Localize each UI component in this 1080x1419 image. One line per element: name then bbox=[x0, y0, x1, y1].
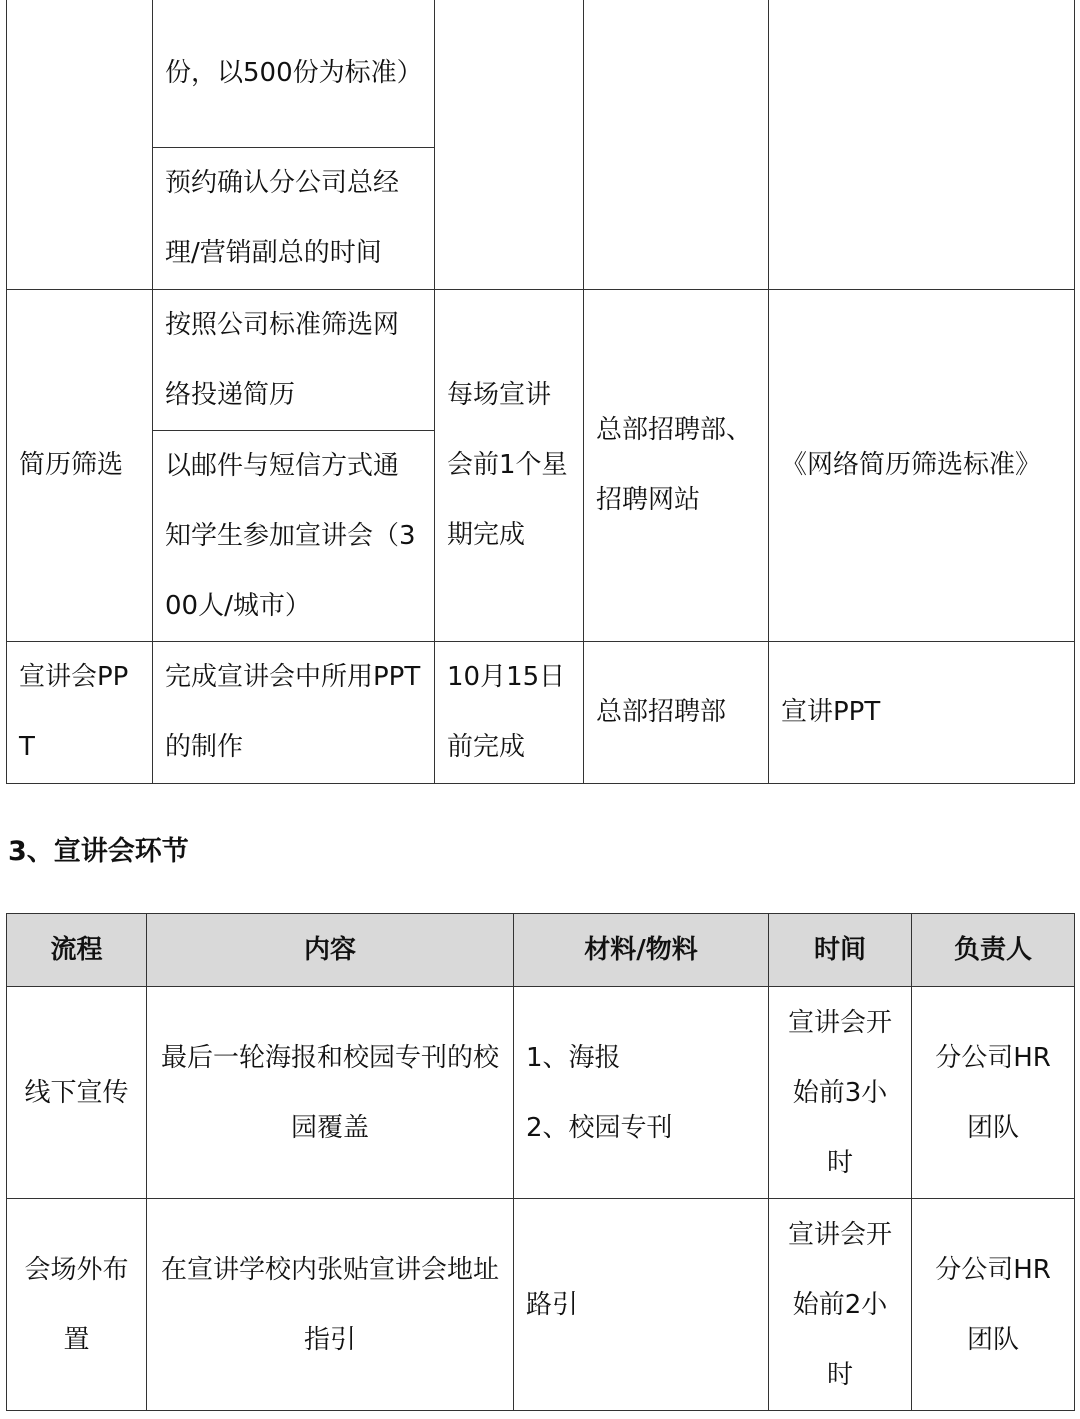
owner-cell: 分公司HR团队 bbox=[912, 1199, 1075, 1411]
task-cell: 份，以500份为标准） bbox=[153, 0, 435, 147]
stage-cell bbox=[7, 0, 153, 289]
time-cell bbox=[435, 0, 584, 289]
table-row bbox=[7, 641, 1075, 783]
process-cell: 会场外布置 bbox=[7, 1199, 147, 1411]
table-header-row bbox=[7, 914, 1075, 987]
material-cell: 宣讲PPT bbox=[769, 641, 1075, 783]
column-header-owner: 负责人 bbox=[912, 914, 1075, 987]
column-header-process: 流程 bbox=[7, 914, 147, 987]
time-cell: 宣讲会开始前3小时 bbox=[769, 987, 912, 1199]
table-row bbox=[7, 987, 1075, 1199]
time-cell: 宣讲会开始前2小时 bbox=[769, 1199, 912, 1411]
table-row bbox=[7, 0, 1075, 147]
task-cell: 按照公司标准筛选网络投递简历 bbox=[153, 289, 435, 430]
column-header-content: 内容 bbox=[147, 914, 514, 987]
owner-cell: 总部招聘部、招聘网站 bbox=[584, 289, 769, 641]
task-cell: 预约确认分公司总经理/营销副总的时间 bbox=[153, 147, 435, 289]
material-item: 2、校园专刊 bbox=[526, 1112, 673, 1143]
column-header-materials: 材料/物料 bbox=[514, 914, 769, 987]
material-item: 1、海报 bbox=[526, 1042, 621, 1073]
owner-cell bbox=[584, 0, 769, 289]
material-cell: 《网络简历筛选标准》 bbox=[769, 289, 1075, 641]
owner-cell: 总部招聘部 bbox=[584, 641, 769, 783]
material-item: 路引 bbox=[526, 1289, 579, 1320]
material-cell bbox=[769, 0, 1075, 289]
stage-cell: 简历筛选 bbox=[7, 289, 153, 641]
time-cell: 每场宣讲会前1个星期完成 bbox=[435, 289, 584, 641]
owner-cell: 分公司HR团队 bbox=[912, 987, 1075, 1199]
task-cell: 以邮件与短信方式通知学生参加宣讲会（300人/城市） bbox=[153, 430, 435, 641]
content-cell: 最后一轮海报和校园专刊的校园覆盖 bbox=[147, 987, 514, 1199]
briefing-session-table bbox=[6, 913, 1075, 1411]
time-cell: 10月15日前完成 bbox=[435, 641, 584, 783]
materials-cell bbox=[514, 1199, 769, 1411]
section-title: 3、宣讲会环节 bbox=[8, 836, 189, 867]
process-cell: 线下宣传 bbox=[7, 987, 147, 1199]
stage-cell: 宣讲会PPT bbox=[7, 641, 153, 783]
task-cell: 完成宣讲会中所用PPT的制作 bbox=[153, 641, 435, 783]
materials-cell bbox=[514, 987, 769, 1199]
content-cell: 在宣讲学校内张贴宣讲会地址指引 bbox=[147, 1199, 514, 1411]
table-row bbox=[7, 289, 1075, 430]
table-row bbox=[7, 1199, 1075, 1411]
column-header-time: 时间 bbox=[769, 914, 912, 987]
schedule-table-continued bbox=[6, 0, 1075, 784]
